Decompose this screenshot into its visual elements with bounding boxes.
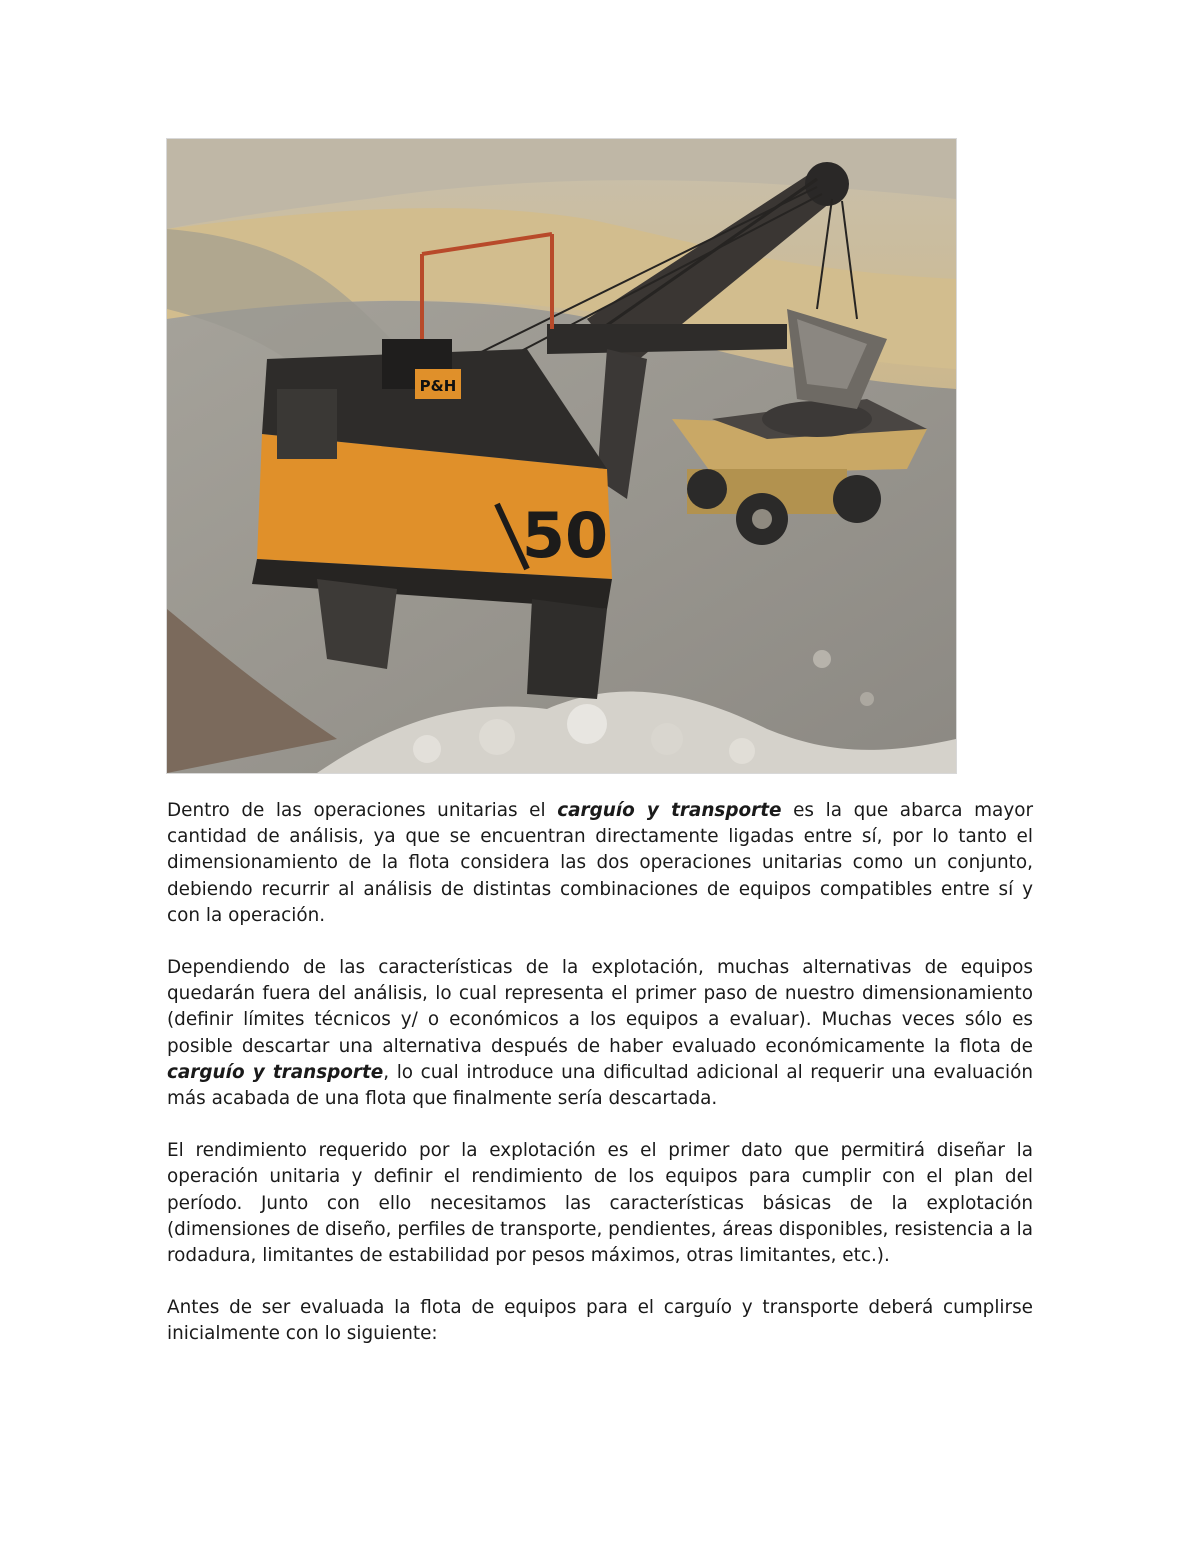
paragraph-3: El rendimiento requerido por la explotación es el primer dato que permitirá diseñar la operación unitaria y definir el rendimiento de los equipos para cumplir con el plan del período. Junto con ello necesitamos las características básicas de la explotación (dimensiones de diseño, perfiles de transporte, pendientes, áreas disponibles, resistencia a la rodadura, limitantes de estabilidad por pesos máximos, otras limitantes, etc.). xyxy=(167,1140,1033,1267)
paragraph-2: Dependiendo de las características de la explotación, muchas alternativas de equipos quedarán fuera del análisis, lo cual representa el primer paso de nuestro dimensionamiento (definir límites técnicos y/ o económicos a los equipos a evaluar). Muchas veces sólo es posible descartar una alternativa después de haber evaluado económicamente la flota de carguío y transporte, lo cual introduce una dificultad adicional al requerir una evaluación más acabada de una flota que finalmente sería descartada. xyxy=(167,957,1034,1110)
paragraph-4: Antes de ser evaluada la flota de equipos para el carguío y transporte deberá cumplirse inicialmente con lo siguiente: xyxy=(167,1297,1033,1345)
machine-number: 50 xyxy=(521,499,609,572)
emphasis-carguio-transporte: carguío y transporte xyxy=(167,1061,384,1083)
body-text xyxy=(167,798,1033,1374)
brand-label: P&H xyxy=(419,377,457,395)
mining-shovel-photo xyxy=(166,138,957,774)
paragraph-1: Dentro de las operaciones unitarias el carguío y transporte es la que abarca mayor cantidad de análisis, ya que se encuentran directamente ligadas entre sí, por lo tanto el dimensionamiento de la flota considera las dos operaciones unitarias como un conjunto, debiendo recurrir al análisis de distintas combinaciones de equipos compatibles entre sí y con la operación. xyxy=(167,800,1034,926)
emphasis-carguio-transporte: carguío y transporte xyxy=(557,800,782,821)
